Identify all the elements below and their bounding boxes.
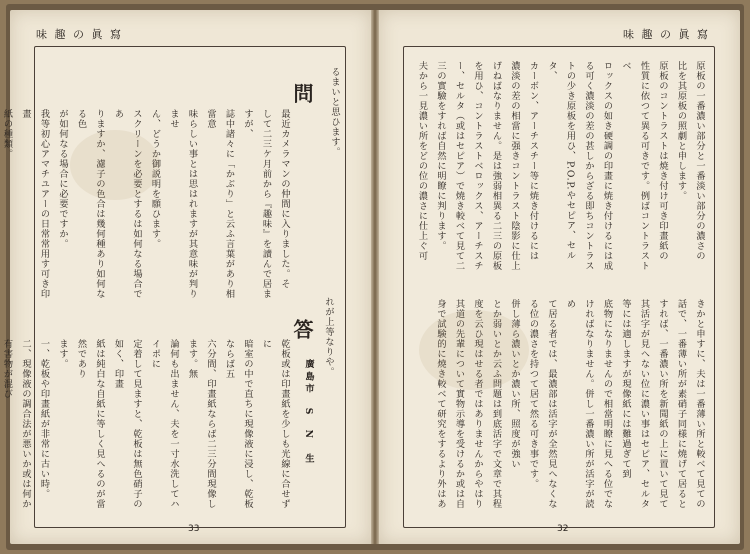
text-column: を用ひ、コントラストベロックス、アーチスチ [472, 61, 483, 271]
text-column: 論何も出ません、夫を一寸水洗してハイポに [149, 339, 179, 509]
text-column: れが上等なりや。 [323, 297, 334, 377]
page-number: 33 [188, 524, 200, 534]
left-page [1, 10, 371, 544]
text-column: 併し薄ら濃いとか濃い所、照度が強い [509, 299, 520, 469]
text-column: 身で試験的に燒き較べて研究をするより外はあ [435, 299, 446, 509]
text-column: 暗室の中で直ちに現像液に浸し、乾板ならば五 [223, 339, 253, 509]
text-column: りますか、濾子の色合は幾何種あり如何なる色 [75, 109, 105, 299]
text-column: 紙の種類。 [1, 109, 13, 159]
paper-stain [70, 130, 160, 200]
text-column: 一、乾板や印畫紙が非常に古い時。 [38, 339, 50, 499]
text-column: 性質に依つて異る可きです。例ばコントラストベ [620, 61, 650, 271]
text-column: るまいと思ひます。 [329, 67, 340, 157]
running-header: 味 趣 の 眞 寫 [623, 28, 710, 41]
text-column: トの少き原板を用ひ、P.O.P.やセピア、セルタ、 [546, 61, 576, 261]
text-column: 其活字が見へない位に濃い事はセピア、セルタ [638, 299, 650, 509]
question-label: 問 [290, 83, 314, 103]
text-column: ー、セルタ（或はセピア）で燒き較べて見て二 [453, 61, 465, 271]
text-column: きかと申すに、夫は一番薄い所と較べて見ての [694, 299, 705, 509]
answer-label: 答 [290, 319, 314, 339]
right-page [379, 10, 740, 544]
running-header: 味 趣 の 眞 寫 [36, 28, 123, 41]
signature: 廣島市 S N 生 [303, 359, 314, 466]
text-column: ます。 [57, 339, 68, 369]
text-column: とか弱いとか云ふ問題は到底活字で文章で其程 [490, 299, 502, 509]
text-column: ん、どうか御説明を願ひます。 [149, 109, 161, 249]
text-column: 等には適しますが現像紙には難過ぎて到 [620, 299, 631, 479]
text-column: して二三ケ月前から『趣味』を讀んで居ますが、 [242, 109, 272, 299]
text-column: 乾板或は印畫紙を少しも光線に合せずに [260, 339, 290, 509]
text-column: 定着して見ますと、乾板は無色硝子の如く、印畫 [112, 339, 142, 509]
question-body [0, 109, 293, 299]
text-column: 紙は純白な自紙に等しく見へるのが當然であり [75, 339, 105, 509]
text-frame [1, 46, 346, 528]
text-column: 原板のコントラストは焼き付け可き印畫紙の [657, 61, 668, 261]
answer-intro [319, 297, 338, 417]
text-column: 夫から一見濃い所をどの位の濃さに仕上ぐ可 [416, 61, 428, 261]
text-column: 最近カメラマンの仲間に入りました。そ [279, 109, 290, 289]
paper-stain [419, 310, 529, 390]
text-column: 話で、一番薄い所が素硝子同様に燒げて居ると [675, 299, 687, 509]
text-column: 濃淡の差の相當に强きコントラスト陰影に仕上 [509, 61, 520, 271]
text-column: 誌中諸々に「かぶり」と云ふ言葉があり相當意 [205, 109, 235, 299]
text-column: 三の實驗をすれば自然に明瞭に判ります。 [435, 61, 446, 251]
text-column: げねばなりません。是は強弱相異る二三の原板 [490, 61, 502, 271]
upper-text-block [412, 61, 708, 279]
text-column: スクリーンを必要とするは如何なる場合であ [112, 109, 142, 299]
answer-body [0, 339, 293, 515]
page-number: 32 [557, 524, 569, 534]
text-column: 度を云ひ現はせる者ではありませんからやはり [472, 299, 483, 509]
text-column: る位の濃さを持つて居て然る可き事です。 [527, 299, 539, 489]
open-book [1, 4, 744, 550]
text-column: て居る者では、最濃部は活字が全然見へなくな [546, 299, 557, 509]
text-frame [403, 46, 715, 528]
text-column: が如何なる場合に必要ですか。 [57, 109, 68, 249]
text-column: 六分間、印畫紙ならば二三分間現像します。無 [186, 339, 216, 509]
text-column: 其道の先輩について實物示導を受けるか或は自 [453, 299, 465, 509]
book-gutter [371, 10, 379, 544]
text-column: カーボン、アーチスチー等に焼き付けるには [527, 61, 539, 261]
text-column: すれば、一番濃い所を新聞紙の上に置いて見て [657, 299, 668, 509]
text-column: 我等初心アマチユアーの日常常用す可き印畫 [20, 109, 50, 299]
text-column: 底物になりませんので相當明瞭に見へる位でな [601, 299, 613, 509]
text-column: 比を其原板の照劇と申します。 [675, 61, 687, 201]
text-column: 原板の一番濃い部分と一番淡い部分の濃さの [694, 61, 705, 261]
question-continuation [325, 67, 344, 277]
text-column: 二、現像液の調合法が悪いか或は何か有害物が混び [1, 339, 31, 509]
text-column: る可く濃淡の差の甚しからざる即ちコントラス [583, 61, 594, 271]
text-column: ければなりません。併し一番濃い所が活字が読め [564, 299, 594, 509]
text-column: 味らしい事とは思はれますが其意味が判りませ [168, 109, 198, 299]
text-column: ロックスの如き硬調の印畫に焼き付けるには成 [601, 61, 613, 271]
